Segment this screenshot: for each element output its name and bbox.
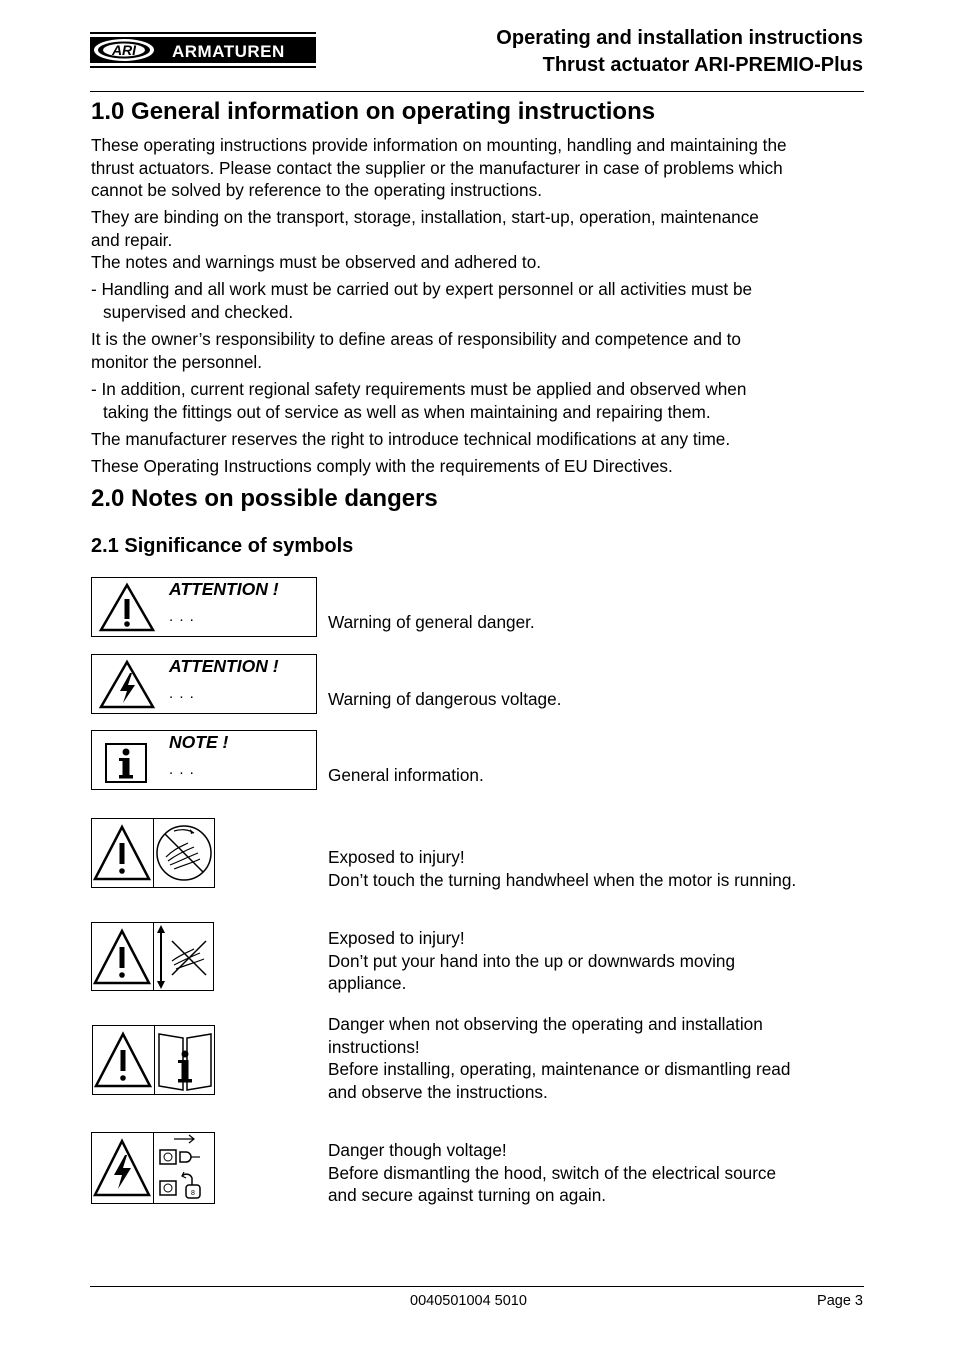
warning-triangle-icon xyxy=(93,1026,154,1094)
paragraph-1: These operating instructions provide information on mounting, handling and maintaining the thrust actuators. Please contact the supplier or the manufacturer in case of problems which cannot be solved by reference to the operating instructions. xyxy=(91,135,787,201)
svg-text:ARMATUREN: ARMATUREN xyxy=(172,42,285,61)
subsection-heading-2-1: 2.1 Significance of symbols xyxy=(91,535,354,557)
bullet-1: - Handling and all work must be carried out by expert personnel or all activities must be supervised and checked. xyxy=(91,279,753,322)
handwheel-description: Exposed to injury! Don’t touch the turning handwheel when the motor is running. xyxy=(328,847,797,890)
header-title-line1: Operating and installation instructions xyxy=(496,27,863,49)
header-title-line2: Thrust actuator ARI-PREMIO-Plus xyxy=(542,54,863,76)
read-instructions-pictogram xyxy=(92,1025,215,1095)
section-heading-1: 1.0 General information on operating instructions xyxy=(91,98,656,125)
voltage-triangle-icon xyxy=(92,1133,153,1203)
no-hand-moving-part-icon xyxy=(154,923,215,990)
note-symbol-box xyxy=(91,730,317,790)
voltage-triangle-icon xyxy=(98,659,156,711)
page-number: Page 3 xyxy=(817,1293,863,1309)
moving-appliance-pictogram xyxy=(91,922,214,991)
paragraph-5: These Operating Instructions comply with the requirements of EU Directives. xyxy=(91,456,673,476)
symbol-description: General information. xyxy=(328,765,484,785)
symbol-label: NOTE ! xyxy=(169,732,229,752)
symbol-dots: . . . xyxy=(169,685,195,702)
svg-text:ARI: ARI xyxy=(111,42,137,58)
ari-armaturen-logo xyxy=(90,30,316,70)
paragraph-2: They are binding on the transport, storage, installation, start-up, operation, maintenance and repair. The notes and warnings must be observed and adhered to. xyxy=(91,207,759,273)
symbol-dots: . . . xyxy=(169,761,195,778)
bullet-2: - In addition, current regional safety requirements must be applied and observed when taking the fittings out of service as well as when maintaining and repairing them. xyxy=(91,379,747,422)
warning-triangle-icon xyxy=(92,923,153,990)
document-title xyxy=(496,25,863,79)
symbol-dots: . . . xyxy=(169,608,195,625)
voltage-lockout-pictogram xyxy=(91,1132,215,1204)
info-icon xyxy=(98,735,156,787)
symbol-label: ATTENTION ! xyxy=(169,579,279,599)
svg-text:8: 8 xyxy=(191,1190,195,1197)
symbol-label: ATTENTION ! xyxy=(169,656,279,676)
warning-triangle-icon xyxy=(98,582,156,634)
paragraph-3: It is the owner’s responsibility to define areas of responsibility and competence and to monitor the personnel. xyxy=(91,329,741,372)
read-manual-icon xyxy=(155,1026,216,1094)
voltage-symbol-box xyxy=(91,654,317,714)
no-touch-handwheel-icon xyxy=(154,819,215,887)
symbol-description: Warning of dangerous voltage. xyxy=(328,689,562,709)
warning-triangle-icon xyxy=(92,819,153,887)
paragraph-4: The manufacturer reserves the right to introduce technical modifications at any time. xyxy=(91,429,731,449)
footer-rule xyxy=(90,1286,864,1287)
voltage-lockout-description: Danger though voltage! Before dismantling the hood, switch of the electrical source and secure against turning on again. xyxy=(328,1140,777,1206)
attention-symbol-box xyxy=(91,577,317,637)
handwheel-pictogram xyxy=(91,818,215,888)
read-instructions-description: Danger when not observing the operating and installation instructions! Before installing, operating, maintenance or dismantling read and observe the instructions. xyxy=(328,1014,791,1102)
document-number: 0040501004 5010 xyxy=(410,1293,527,1309)
section-heading-2: 2.0 Notes on possible dangers xyxy=(91,485,438,512)
moving-appliance-description: Exposed to injury! Don’t put your hand into the up or downwards moving appliance. xyxy=(328,928,736,994)
header-rule xyxy=(90,91,864,92)
disconnect-lockout-icon xyxy=(154,1133,215,1203)
symbol-description: Warning of general danger. xyxy=(328,612,535,632)
